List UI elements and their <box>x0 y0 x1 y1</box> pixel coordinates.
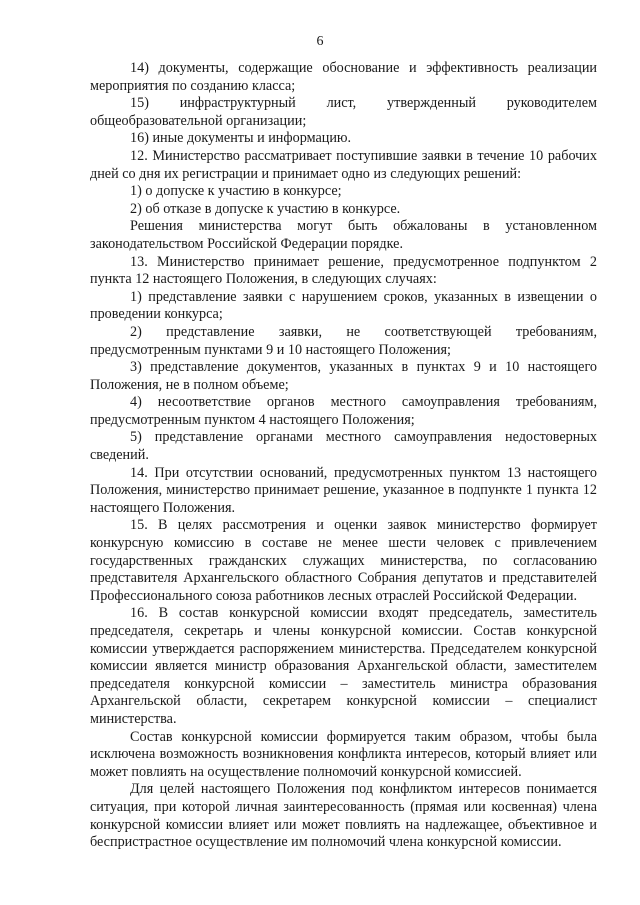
paragraph-item-16-other-documents: 16) иные документы и информацию. <box>130 130 352 147</box>
paragraph-conflict-of-interest: Для целей настоящего Положения под конфликтом интересов понимается ситуация, при которой личная заинтересованность (прямая или косвенная) члена конкурсной комиссии влияет или может повлиять на надлежащее, объективное и беспристрастное осуществление им полномочий члена конкурсной комиссии. <box>90 781 597 851</box>
paragraph-appeal: Решения министерства могут быть обжалованы в установленном законодательством Российской Федерации порядке. <box>90 218 597 252</box>
paragraph-case-2: 2) представление заявки, не соответствующей требованиям, предусмотренным пунктами 9 и 10 настоящего Положения; <box>90 323 597 358</box>
paragraph-clause-14: 14. При отсутствии оснований, предусмотренных пунктом 13 настоящего Положения, министерство принимает решение, указанное в подпункте 1 пункта 12 настоящего Положения. <box>90 464 597 516</box>
document-body <box>90 60 597 852</box>
paragraph-case-3: 3) представление документов, указанных в пунктах 9 и 10 настоящего Положения, не в полном объеме; <box>90 359 597 393</box>
paragraph-case-4: 4) несоответствие органов местного самоуправления требованиям, предусмотренным пунктом 4 настоящего Положения; <box>90 394 597 428</box>
page-number: 6 <box>316 34 324 49</box>
paragraph-item-15-infrastructure-sheet: 15) инфраструктурный лист, утвержденный руководителем общеобразовательной организации; <box>90 95 597 129</box>
paragraph-clause-16: 16. В состав конкурсной комиссии входят председатель, заместитель председателя, секретарь и члены конкурсной комиссии. Состав конкурсной комиссии утверждается распоряжением министерства. Председателем конкурсной комиссии является министр образования Архангельской области, заместителем председателя конкурсной комиссии – заместитель министра образования Архангельской области, секретарем конкурсной комиссии – специалист министерства. <box>90 605 597 727</box>
paragraph-item-14-documents: 14) документы, содержащие обоснование и эффективность реализации мероприятия по созданию класса; <box>90 60 597 94</box>
paragraph-commission-composition: Состав конкурсной комиссии формируется таким образом, чтобы была исключена возможность возникновения конфликта интересов, который влияет или может повлиять на осуществление полномочий конкурсной комиссией. <box>90 728 597 780</box>
paragraph-clause-12: 12. Министерство рассматривает поступившие заявки в течение 10 рабочих дней со дня их регистрации и принимает одно из следующих решений: <box>90 147 597 182</box>
paragraph-clause-15: 15. В целях рассмотрения и оценки заявок министерство формирует конкурсную комиссию в составе не менее шести человек с привлечением государственных гражданских служащих министерства, по согласованию представителя Архангельского областного Собрания депутатов и представителей Профессионального союза работников лесных отраслей Российской Федерации. <box>90 517 597 604</box>
paragraph-case-1: 1) представление заявки с нарушением сроков, указанных в извещении о проведении конкурса; <box>90 288 597 323</box>
paragraph-case-5: 5) представление органами местного самоуправления недостоверных сведений. <box>90 429 597 464</box>
paragraph-decision-2: 2) об отказе в допуске к участию в конкурсе. <box>130 200 401 217</box>
paragraph-decision-1: 1) о допуске к участию в конкурсе; <box>130 183 342 200</box>
paragraph-clause-13: 13. Министерство принимает решение, предусмотренное подпунктом 2 пункта 12 настоящего Положения, в следующих случаях: <box>90 253 597 288</box>
